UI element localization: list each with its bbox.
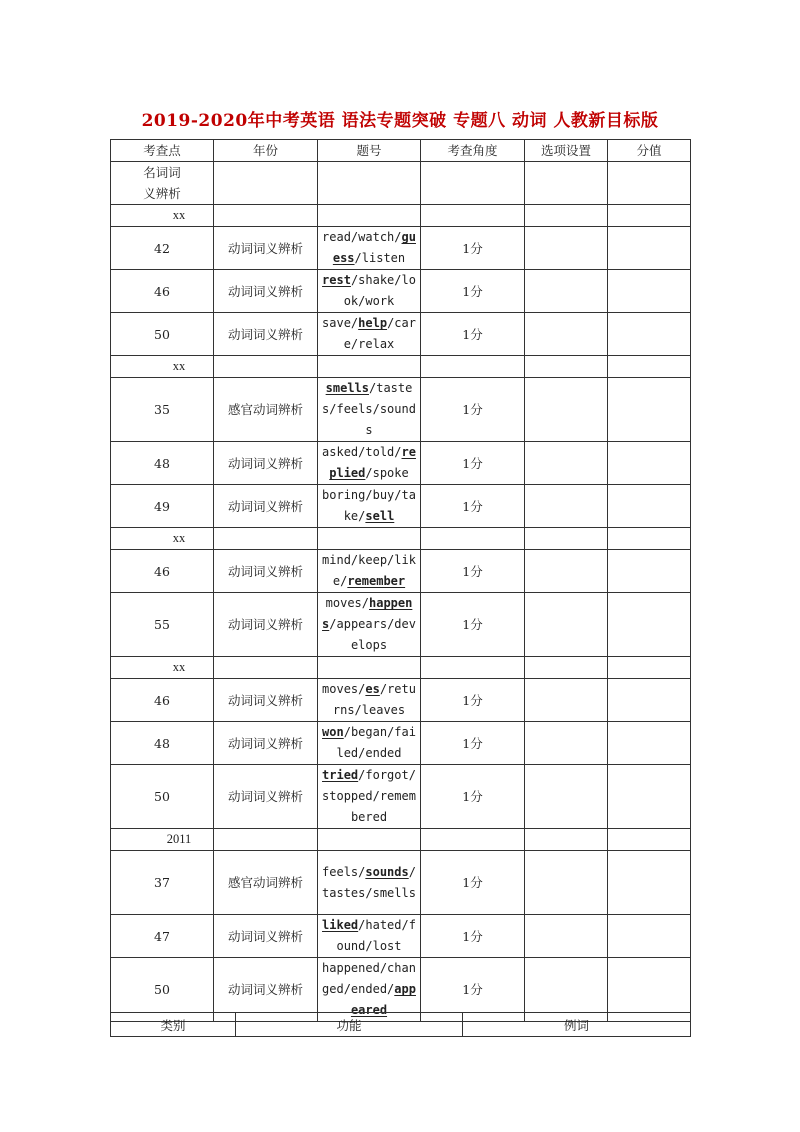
table-row [111, 528, 691, 550]
table-row [111, 378, 691, 442]
empty-cell [608, 829, 691, 851]
empty-cell [608, 356, 691, 378]
score-cell: 1分 [421, 313, 525, 356]
option-text: /tastes/feels/sounds [322, 381, 416, 437]
table-row [111, 550, 691, 593]
header-question-number: 题号 [318, 140, 421, 162]
empty-cell [214, 528, 318, 550]
option-text: /tastes/smells [322, 864, 416, 900]
table-row [111, 356, 691, 378]
question-number: 50 [111, 765, 214, 829]
correct-answer: remember [347, 574, 406, 588]
option-setting-cell [525, 550, 608, 593]
points-cell [608, 765, 691, 829]
question-type: 动词词义辨析 [214, 485, 318, 528]
question-number: 48 [111, 722, 214, 765]
table-row [111, 765, 691, 829]
option-text: /began/failed/ended [336, 725, 416, 760]
option-text: /hated/found/lost [336, 918, 416, 953]
score-cell: 1分 [421, 550, 525, 593]
empty-cell [318, 829, 421, 851]
year-cell: xx [111, 657, 214, 679]
option-setting-cell [525, 485, 608, 528]
score-cell: 1分 [421, 485, 525, 528]
empty-cell [608, 528, 691, 550]
option-setting-cell [525, 722, 608, 765]
option-setting-cell [525, 851, 608, 915]
option-setting-cell [525, 442, 608, 485]
empty-cell [525, 528, 608, 550]
correct-answer: guess [332, 230, 416, 265]
header-score: 分值 [608, 140, 691, 162]
header-year: 年份 [214, 140, 318, 162]
empty-cell [608, 657, 691, 679]
points-cell [608, 593, 691, 657]
option-setting-cell [525, 765, 608, 829]
question-number: 46 [111, 550, 214, 593]
points-cell [608, 851, 691, 915]
option-text: /care/relax [343, 316, 416, 351]
option-text: /forgot/stopped/remembered [322, 768, 416, 824]
header-example-words: 例词 [463, 1013, 691, 1037]
empty-cell [421, 829, 525, 851]
score-cell: 1分 [421, 227, 525, 270]
option-setting-cell [525, 593, 608, 657]
category-label: 名词词义辨析 [143, 165, 181, 201]
score-cell: 1分 [421, 915, 525, 958]
question-type: 动词词义辨析 [214, 550, 318, 593]
empty-cell [608, 205, 691, 227]
empty-cell [525, 205, 608, 227]
options-cell [318, 765, 421, 829]
correct-answer: sounds [365, 864, 409, 879]
correct-answer: replied [329, 445, 416, 480]
table-row [111, 313, 691, 356]
header-option-setting: 选项设置 [525, 140, 608, 162]
correct-answer: won [322, 725, 344, 739]
question-number: 48 [111, 442, 214, 485]
table-row [111, 722, 691, 765]
points-cell [608, 915, 691, 958]
options-cell [318, 227, 421, 270]
year-cell: xx [111, 356, 214, 378]
question-number: 50 [111, 313, 214, 356]
question-number: 42 [111, 227, 214, 270]
option-text: moves/ [322, 682, 366, 696]
empty-cell [318, 657, 421, 679]
score-cell: 1分 [421, 722, 525, 765]
question-type: 动词词义辨析 [214, 442, 318, 485]
table-row [111, 442, 691, 485]
table-header-row [111, 1013, 691, 1037]
option-setting-cell [525, 270, 608, 313]
option-text: feels/ [322, 864, 366, 879]
question-type: 动词词义辨析 [214, 765, 318, 829]
exam-analysis-table [110, 139, 691, 1022]
question-type: 感官动词辨析 [214, 378, 318, 442]
table-row [111, 485, 691, 528]
option-setting-cell [525, 679, 608, 722]
options-cell [318, 679, 421, 722]
question-type: 动词词义辨析 [214, 270, 318, 313]
empty-cell [421, 528, 525, 550]
table-row [111, 593, 691, 657]
options-cell [318, 915, 421, 958]
verb-category-table [110, 1012, 691, 1037]
question-type: 动词词义辨析 [214, 227, 318, 270]
empty-cell [525, 356, 608, 378]
table-row [111, 270, 691, 313]
points-cell [608, 485, 691, 528]
option-text: /returns/leaves [332, 682, 416, 717]
table-row [111, 915, 691, 958]
question-number: 46 [111, 679, 214, 722]
question-number: 37 [111, 851, 214, 915]
header-function: 功能 [236, 1013, 463, 1037]
header-category: 类别 [111, 1013, 236, 1037]
year-cell: xx [111, 528, 214, 550]
option-text: /listen [354, 251, 406, 265]
empty-cell [214, 657, 318, 679]
question-type: 动词词义辨析 [214, 313, 318, 356]
empty-cell [214, 356, 318, 378]
empty-cell [318, 205, 421, 227]
correct-answer: appeared [350, 982, 416, 1017]
points-cell [608, 679, 691, 722]
points-cell [608, 270, 691, 313]
question-type: 动词词义辨析 [214, 958, 318, 1022]
options-cell [318, 313, 421, 356]
correct-answer: sell [365, 509, 395, 523]
options-cell [318, 593, 421, 657]
table-row [111, 851, 691, 915]
empty-cell [214, 829, 318, 851]
score-cell: 1分 [421, 851, 525, 915]
option-text: moves/ [325, 596, 369, 610]
empty-cell [318, 528, 421, 550]
score-cell: 1分 [421, 378, 525, 442]
correct-answer: rest [322, 273, 351, 287]
question-number: 55 [111, 593, 214, 657]
correct-answer: help [358, 316, 388, 330]
score-cell: 1分 [421, 765, 525, 829]
table-row [111, 657, 691, 679]
option-text: /appears/develops [329, 617, 416, 652]
header-exam-point: 考查点 [111, 140, 214, 162]
empty-cell [525, 657, 608, 679]
option-setting-cell [525, 378, 608, 442]
header-exam-angle: 考查角度 [421, 140, 525, 162]
question-type: 动词词义辨析 [214, 593, 318, 657]
option-text: happened/changed/ended/ [322, 961, 416, 996]
score-cell: 1分 [421, 270, 525, 313]
correct-answer: happens [322, 596, 413, 631]
points-cell [608, 313, 691, 356]
option-setting-cell [525, 313, 608, 356]
empty-cell [214, 205, 318, 227]
table-header-row [111, 140, 691, 162]
category-cell [111, 162, 214, 205]
options-cell [318, 550, 421, 593]
page-title: 2019-2020年中考英语 语法专题突破 专题八 动词 人教新目标版 [141, 111, 659, 131]
points-cell [608, 442, 691, 485]
option-text: /spoke [365, 466, 409, 480]
table-row [111, 679, 691, 722]
option-text: read/watch/ [322, 230, 402, 244]
question-type: 感官动词辨析 [214, 851, 318, 915]
empty-cell [421, 356, 525, 378]
question-type: 动词词义辨析 [214, 679, 318, 722]
option-text: /shake/look/work [343, 273, 416, 308]
points-cell [608, 227, 691, 270]
option-text: boring/buy/take/ [322, 488, 416, 523]
empty-cell [318, 356, 421, 378]
option-text: mind/keep/like/ [322, 553, 416, 588]
empty-cell [421, 657, 525, 679]
empty-cell [421, 205, 525, 227]
score-cell: 1分 [421, 958, 525, 1022]
score-cell: 1分 [421, 679, 525, 722]
correct-answer: liked [322, 918, 359, 932]
option-text: asked/told/ [322, 445, 402, 459]
table-row [111, 162, 691, 205]
score-cell: 1分 [421, 442, 525, 485]
option-text: save/ [322, 316, 359, 330]
option-setting-cell [525, 227, 608, 270]
question-number: 49 [111, 485, 214, 528]
correct-answer: es [365, 682, 380, 696]
options-cell [318, 378, 421, 442]
options-cell [318, 485, 421, 528]
options-cell [318, 442, 421, 485]
question-number: 46 [111, 270, 214, 313]
year-cell: xx [111, 205, 214, 227]
correct-answer: tried [322, 768, 359, 782]
points-cell [608, 550, 691, 593]
points-cell [608, 722, 691, 765]
options-cell [318, 270, 421, 313]
question-type: 动词词义辨析 [214, 915, 318, 958]
options-cell [318, 851, 421, 915]
option-setting-cell [525, 915, 608, 958]
question-type: 动词词义辨析 [214, 722, 318, 765]
question-number: 35 [111, 378, 214, 442]
table-row [111, 227, 691, 270]
table-row [111, 829, 691, 851]
table-row [111, 205, 691, 227]
points-cell [608, 378, 691, 442]
question-number: 50 [111, 958, 214, 1022]
year-cell: 2011 [111, 829, 214, 851]
empty-cell [525, 829, 608, 851]
score-cell: 1分 [421, 593, 525, 657]
question-number: 47 [111, 915, 214, 958]
correct-answer: smells [325, 381, 369, 395]
options-cell [318, 722, 421, 765]
